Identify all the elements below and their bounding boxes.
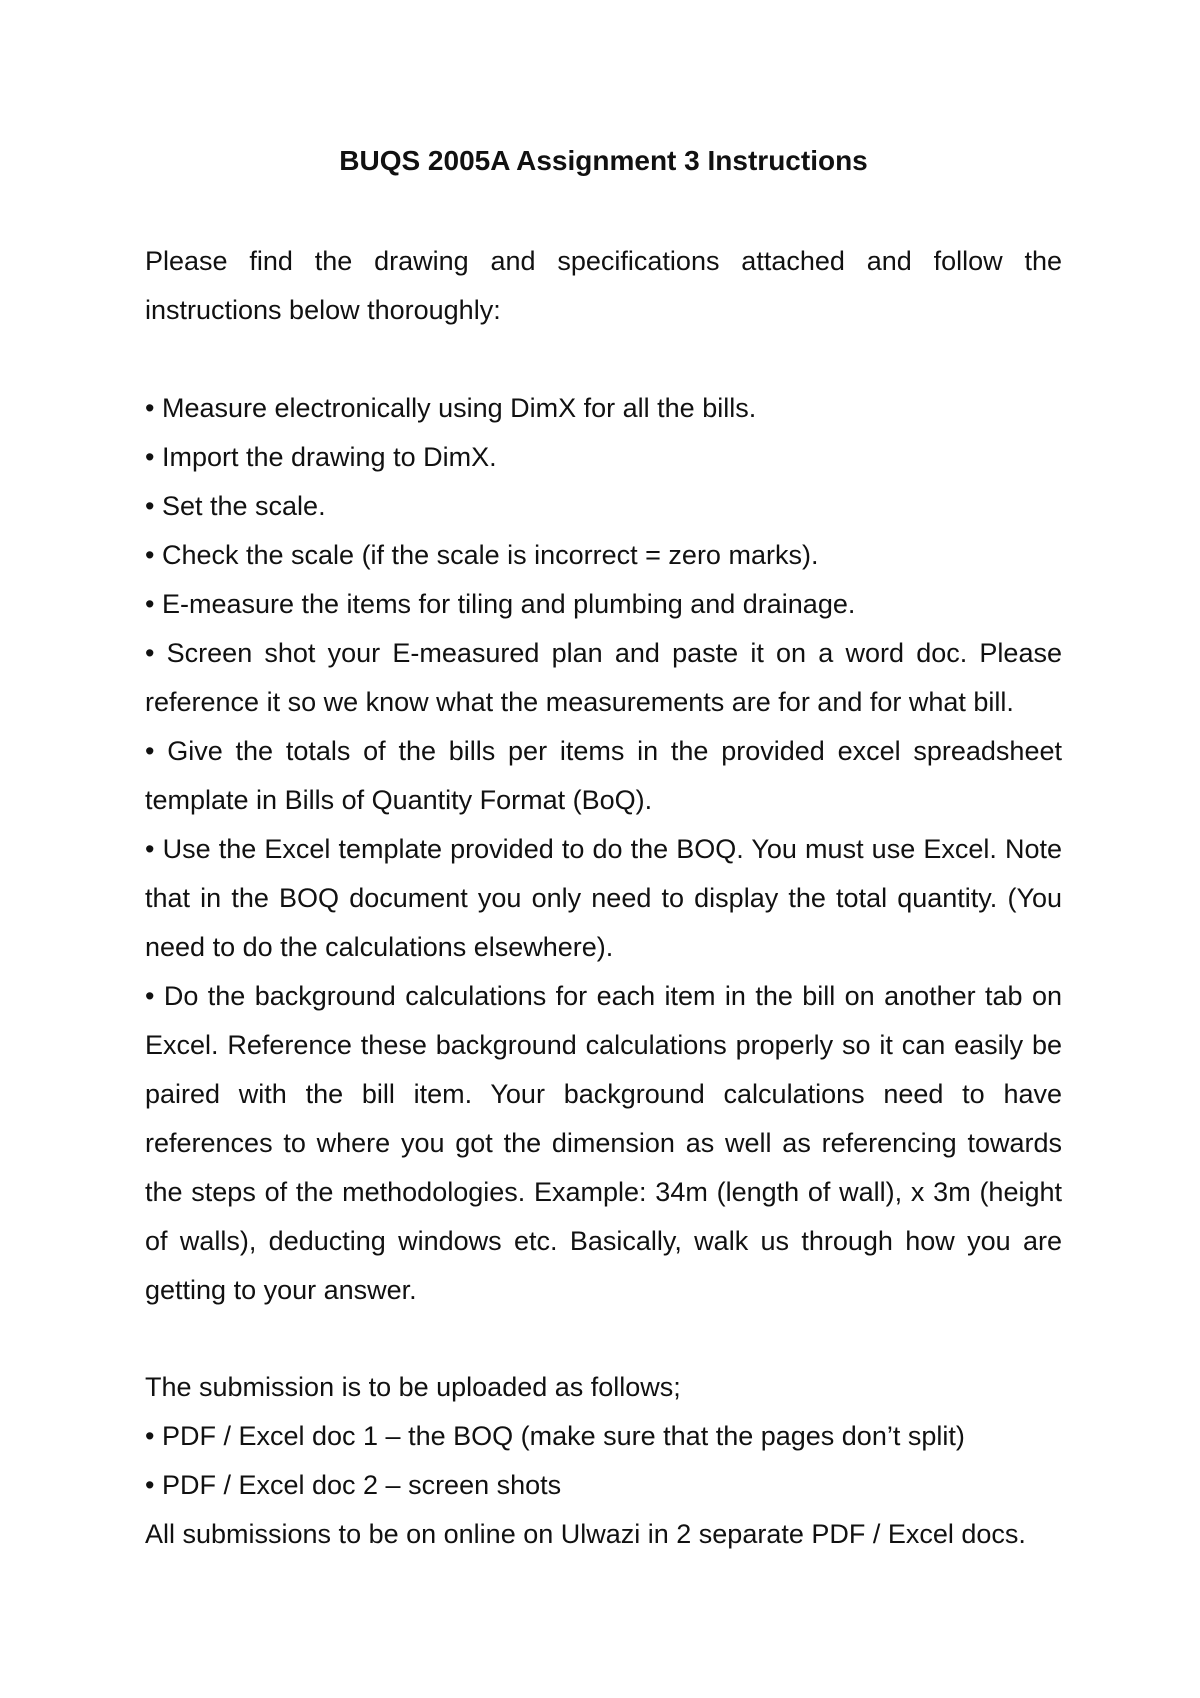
bullet-glyph: • [145, 442, 155, 472]
instruction-text: E-measure the items for tiling and plumbing and drainage. [161, 589, 856, 619]
submission-list [145, 1412, 1062, 1510]
instruction-item [145, 482, 1062, 531]
document-page [145, 0, 1062, 1698]
submission-intro: The submission is to be uploaded as follows; [145, 1372, 681, 1402]
submission-text: PDF / Excel doc 2 – screen shots [161, 1470, 562, 1500]
instruction-item [145, 384, 1062, 433]
instruction-text: Give the totals of the bills per items in the provided excel spreadsheet template in Bills of Quantity Format (BoQ). [145, 736, 1062, 815]
instruction-item [145, 629, 1062, 727]
instruction-item [145, 727, 1062, 825]
instruction-text: Screen shot your E-measured plan and paste it on a word doc. Please reference it so we know what the measurements are for and for what bill. [145, 638, 1062, 717]
instruction-text: Set the scale. [161, 491, 326, 521]
page-title: BUQS 2005A Assignment 3 Instructions [339, 145, 868, 176]
bullet-glyph: • [145, 638, 155, 668]
submission-text: PDF / Excel doc 1 – the BOQ (make sure that the pages don’t split) [161, 1421, 965, 1451]
instruction-text: Use the Excel template provided to do the BOQ. You must use Excel. Note that in the BOQ document you only need to display the total quantity. (You need to do the calculations elsewhere). [145, 834, 1062, 962]
bullet-glyph: • [145, 736, 155, 766]
submission-item [145, 1461, 1062, 1510]
instruction-item [145, 825, 1062, 972]
instruction-text: Do the background calculations for each item in the bill on another tab on Excel. Reference these background calculations properly so it can easily be paired with the bill item. Your background calculations need to have references to where you got the dimension as well as referencing towards the steps of the methodologies. Example: 34m (length of wall), x 3m (height of walls), deducting windows etc. Basically, walk us through how you are getting to your answer. [145, 981, 1062, 1305]
bullet-glyph: • [145, 540, 155, 570]
submission-item [145, 1412, 1062, 1461]
bullet-glyph: • [145, 1421, 155, 1451]
bullet-glyph: • [145, 1470, 155, 1500]
intro-paragraph: Please find the drawing and specifications attached and follow the instructions below thoroughly: [145, 246, 1062, 325]
instruction-item [145, 580, 1062, 629]
instruction-list [145, 384, 1062, 1315]
bullet-glyph: • [145, 834, 155, 864]
instruction-item [145, 531, 1062, 580]
bullet-glyph: • [145, 981, 155, 1011]
bullet-glyph: • [145, 491, 155, 521]
instruction-text: Import the drawing to DimX. [161, 442, 497, 472]
closing-paragraph: All submissions to be on online on Ulwazi in 2 separate PDF / Excel docs. [145, 1519, 1026, 1549]
bullet-glyph: • [145, 393, 155, 423]
instruction-item [145, 972, 1062, 1315]
instruction-text: Measure electronically using DimX for all the bills. [161, 393, 757, 423]
instruction-item [145, 433, 1062, 482]
instruction-text: Check the scale (if the scale is incorrect = zero marks). [161, 540, 819, 570]
bullet-glyph: • [145, 589, 155, 619]
